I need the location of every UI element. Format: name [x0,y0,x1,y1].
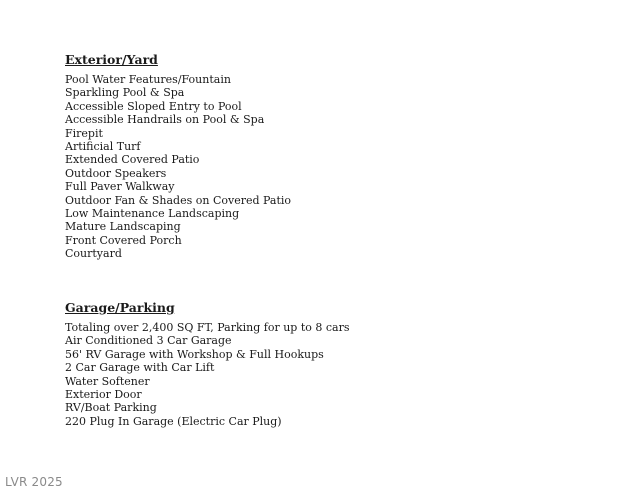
list-item: Sparkling Pool & Spa [65,86,185,100]
garage-parking-heading: Garage/Parking [65,300,175,315]
list-item: Pool Water Features/Fountain [65,73,231,86]
list-item: Full Paver Walkway [65,180,175,194]
list-item: 2 Car Garage with Car Lift [65,361,215,375]
list-item: Accessible Sloped Entry to Pool [65,99,242,113]
list-item: Water Softener [65,374,150,388]
list-item: Courtyard [65,247,122,261]
exterior-yard-heading: Exterior/Yard [65,52,158,67]
list-item: Totaling over 2,400 SQ FT, Parking for up to 8 cars [65,321,350,334]
list-item: 220 Plug In Garage (Electric Car Plug) [65,414,282,428]
list-item: Front Covered Porch [65,233,182,247]
watermark-text: LVR 2025 [5,475,63,489]
garage-parking-section [65,300,350,428]
list-item: Extended Covered Patio [65,153,200,167]
list-item: Firepit [65,126,103,140]
list-item: Outdoor Speakers [65,166,167,180]
list-item: Low Maintenance Landscaping [65,207,240,221]
list-item: Outdoor Fan & Shades on Covered Patio [65,193,292,207]
list-item: Air Conditioned 3 Car Garage [65,334,232,348]
list-item: Artificial Turf [65,140,141,154]
list-item: Mature Landscaping [65,220,181,234]
list-item: Accessible Handrails on Pool & Spa [65,113,265,127]
exterior-yard-section [65,52,291,261]
list-item: 56' RV Garage with Workshop & Full Hookups [65,347,324,361]
list-item: RV/Boat Parking [65,401,157,415]
list-item: Exterior Door [65,388,142,402]
garage-parking-list [65,321,350,428]
exterior-yard-list [65,73,291,261]
